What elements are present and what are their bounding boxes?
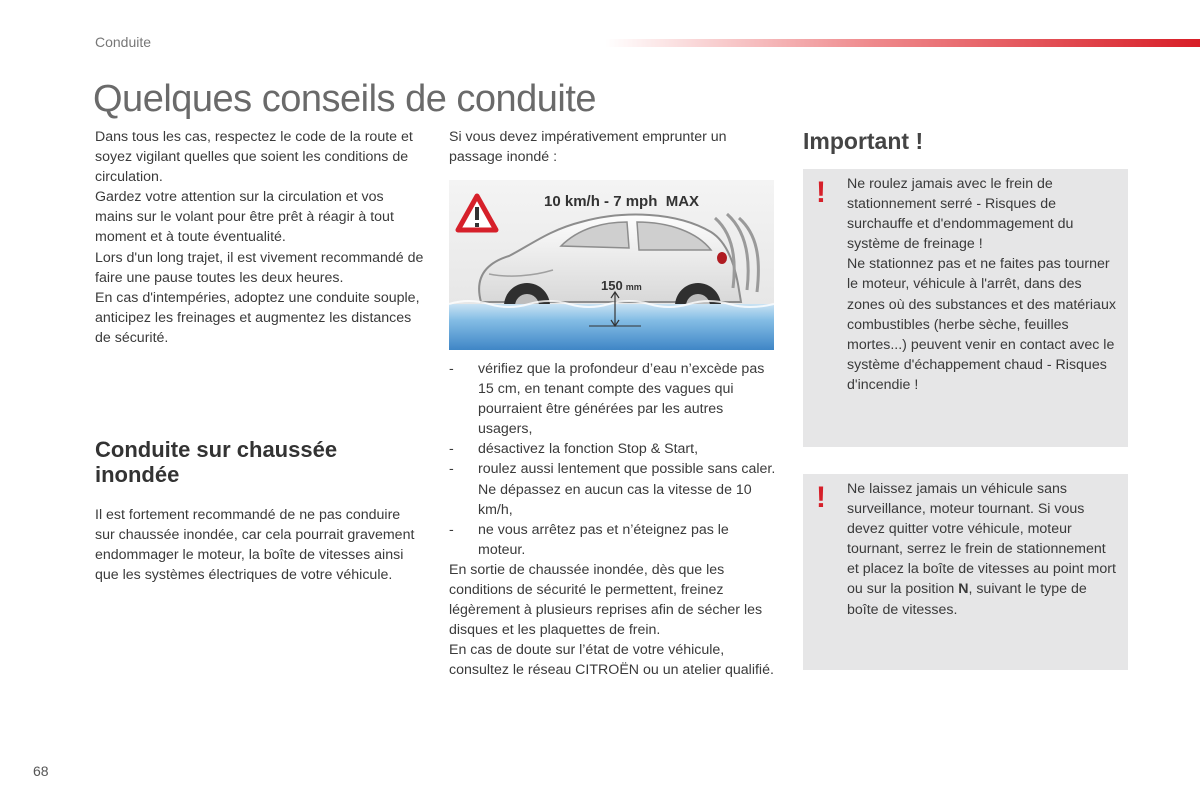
- list-item: - roulez aussi lentement que possible sans caler. Ne dépassez en aucun cas la vitesse de 10 km/h,: [449, 461, 776, 518]
- intro-paragraph: Gardez votre attention sur la circulation et vos mains sur le volant pour être prêt à réagir à tout moment et à toute éventualité.: [95, 189, 394, 246]
- bullet-dash: -: [449, 441, 454, 458]
- flooded-lead-in-text: Si vous devez impérativement emprunter un passage inondé :: [449, 129, 727, 166]
- after-flooded-paragraph: En cas de doute sur l’état de votre véhicule, consultez le réseau CITROËN ou un atelier qualifié.: [449, 642, 774, 679]
- list-item: - vérifiez que la profondeur d’eau n’excède pas 15 cm, en tenant compte des vagues qui pourraient être générées par les autres usagers,: [449, 361, 765, 438]
- warning-paragraph: Ne laissez jamais un véhicule sans surveillance, moteur tournant. Si vous devez quitter votre véhicule, moteur tournant, serrez le frein de stationnement et placez la boîte de vitesses au point mort ou sur la position N, suivant le type de boîte de vitesses.: [847, 481, 1116, 618]
- flooded-road-text: [95, 505, 415, 585]
- flooded-road-paragraph: Il est fortement recommandé de ne pas conduire sur chaussée inondée, car cela pourrait gravement endommager le moteur, la boîte de vitesses ainsi que les systèmes électriques de votre véhicule.: [95, 507, 415, 584]
- neutral-position-label: N: [958, 581, 969, 598]
- intro-text: [95, 127, 425, 348]
- warning-box-parking-brake: [803, 169, 1128, 447]
- flooded-road-illustration: [449, 180, 774, 350]
- after-flooded-text: [449, 560, 779, 681]
- exclamation-icon: !: [816, 176, 826, 209]
- warning-paragraph: Ne stationnez pas et ne faites pas tourner le moteur, véhicule à l'arrêt, dans des zones où des substances et des matériaux combustibles (herbe sèche, feuilles mortes...) peuvent venir en contact avec le système d'échappement chaud - Risques d'incendie !: [847, 256, 1116, 393]
- important-heading: Important !: [803, 128, 924, 154]
- page-title: Quelques conseils de conduite: [93, 78, 597, 120]
- intro-paragraph: Dans tous les cas, respectez le code de la route et soyez vigilant quelles que soient les conditions de circulation.: [95, 129, 413, 186]
- intro-paragraph: En cas d'intempéries, adoptez une conduite souple, anticipez les freinages et augmentez les distances de sécurité.: [95, 289, 420, 346]
- water-layer: [449, 304, 774, 350]
- section-header: Conduite: [95, 34, 152, 50]
- depth-value-label: 150 mm: [601, 278, 642, 293]
- flooded-lead-in: [449, 127, 779, 167]
- bullet-dash: -: [449, 361, 454, 377]
- warning-text: [847, 479, 1117, 620]
- bullet-dash: -: [449, 521, 454, 538]
- intro-paragraph: Lors d'un long trajet, il est vivement recommandé de faire une pause toutes les deux heures.: [95, 249, 424, 286]
- warning-text: [847, 174, 1117, 395]
- page-number: 68: [33, 763, 49, 779]
- flooded-checklist: [449, 359, 779, 560]
- bullet-dash: -: [449, 461, 454, 478]
- speed-limit-label: 10 km/h - 7 mph MAX: [544, 193, 700, 210]
- header-accent-bar: [605, 39, 1200, 47]
- list-item: - ne vous arrêtez pas et n’éteignez pas le moteur.: [449, 521, 729, 558]
- warning-paragraph: Ne roulez jamais avec le frein de stationnement serré - Risques de surchauffe et d'endommagement du système de freinage !: [847, 176, 1074, 253]
- after-flooded-paragraph: En sortie de chaussée inondée, dès que les conditions de sécurité le permettent, freinez légèrement à plusieurs reprises afin de sécher les disques et les plaquettes de frein.: [449, 562, 763, 639]
- flooded-road-heading: Conduite sur chaussée inondée: [95, 437, 338, 487]
- warning-box-unattended-vehicle: [803, 474, 1128, 670]
- exclamation-icon: !: [816, 481, 826, 514]
- list-item: - désactivez la fonction Stop & Start,: [449, 439, 779, 459]
